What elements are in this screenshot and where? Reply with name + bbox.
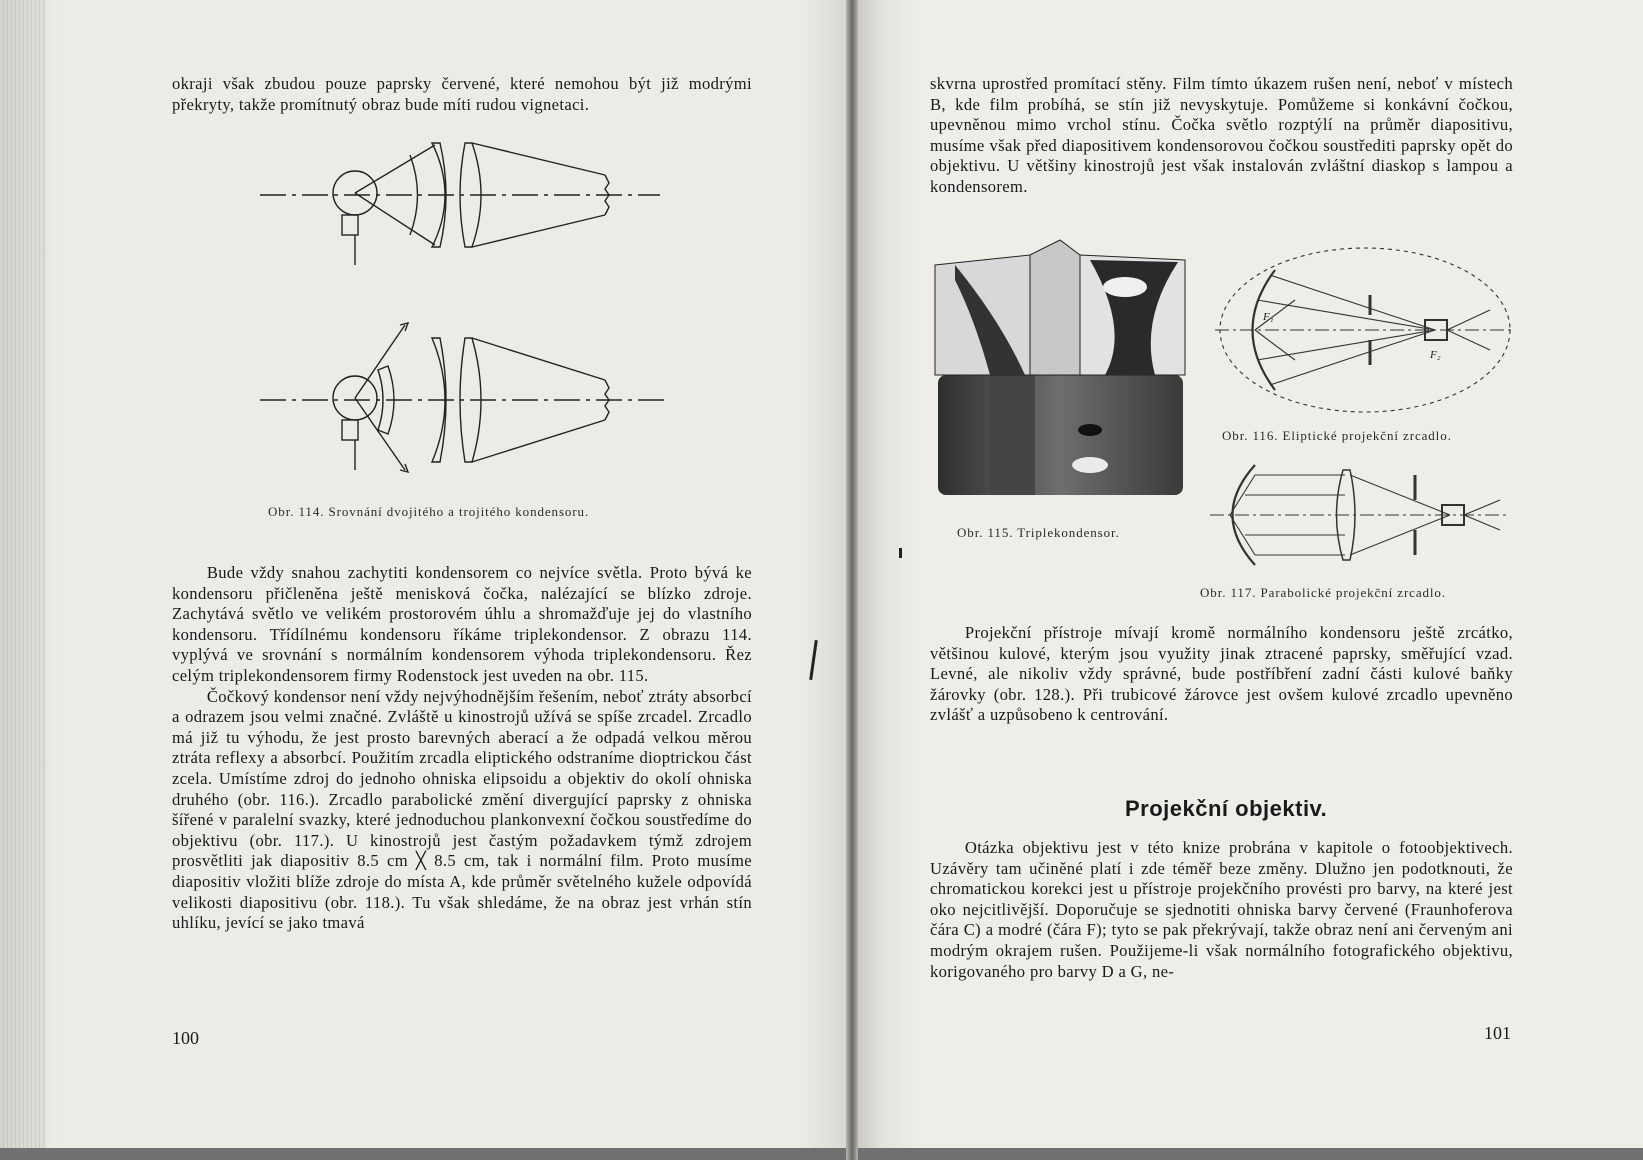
figure-117-parabolic-mirror-diagram <box>1210 460 1510 570</box>
figure-116-caption: Obr. 116. Eliptické projekční zrcadlo. <box>1222 428 1452 443</box>
figure-114-caption: Obr. 114. Srovnání dvojitého a trojitého kondensoru. <box>268 504 590 519</box>
page-edges <box>0 0 46 1148</box>
figure-115-caption: Obr. 115. Triplekondensor. <box>957 525 1120 540</box>
paragraph: Bude vždy snahou zachytiti kondensorem co nejvíce světla. Proto bývá ke kondensoru přičleněna ještě menisková čočka, nalézající se blízko zdroje. Zachytává světlo ve velikém prostorovém úhlu a shromažďuje jej do vlastního kondensoru. Třídílnému kondensoru říkáme triplekondensor. Z obrazu 114. vyplývá ve srovnání s normálním kondensorem výhoda triplekondensoru. Řez celým triplekondensorem firmy Rodenstock jest uveden na obr. 115. <box>172 563 752 685</box>
right-paragraph-middle <box>930 623 1513 726</box>
figure-114-bottom-diagram <box>260 320 680 480</box>
figure-116-elliptic-mirror-diagram <box>1215 240 1515 415</box>
paragraph: Otázka objektivu jest v této knize probrána v kapitole o fotoobjektivech. Uzávěry tam učiněné platí i zde téměř beze změny. Dlužno jen podotknouti, že chromatickou korekci jest u přístroje projekčního provésti pro barvy, na které jest oko nejcitlivější. Doporučuje se sjednotiti ohniska barvy červené (Fraunhoferova čára C) a modré (čára F); tyto se pak překrývají, takže obraz není ani červeným ani modrým okrajem rušen. Použijeme-li však normálního fotografického objektivu, korigovaného pro barvy D a G, ne- <box>930 838 1513 981</box>
paragraph: skvrna uprostřed promítací stěny. Film tímto úkazem rušen není, neboť v místech B, kde film probíhá, se stín již nevyskytuje. Pomůžeme si konkávní čočkou, upevněnou mimo vrchol stínu. Čočka světlo rozptýlí na průměr diapositivu, musíme však před diapositivem kondensorovou čočkou soustřediti paprsky opět do objektivu. U většiny kinostrojů jest však instalován zvláštní diaskop s lampou a kondensorem. <box>930 74 1513 196</box>
left-page-number: 100 <box>172 1028 199 1048</box>
right-page-number: 101 <box>1484 1023 1511 1043</box>
ink-speck <box>899 548 902 558</box>
left-paragraph-main <box>172 563 752 934</box>
section-heading: Projekční objektiv. <box>1125 796 1328 821</box>
figure-117-caption: Obr. 117. Parabolické projekční zrcadlo. <box>1200 585 1446 600</box>
figure-115-triplekondensor-photo <box>930 240 1190 500</box>
figure-114-top-diagram <box>260 135 680 275</box>
label-f2: F₂ <box>1430 349 1441 361</box>
paragraph: Čočkový kondensor není vždy nejvýhodnějším řešením, neboť ztráty absorbcí a odrazem jsou velmi značné. Zvláště u kinostrojů užívá se spíše zrcadel. Zrcadlo má již tu výhodu, že jest prosto barevných aberací a že odpadá velkou měrou ztráta reflexy a absorbcí. Použitím zrcadla eliptického odstraníme dioptrickou část zcela. Umístíme zdroj do jednoho ohniska elipsoidu a objektiv do okolí ohniska druhého (obr. 116.). Zrcadlo parabolické změní divergující paprsky z ohniska šířené v paralelní svazky, které jednoduchou plankonvexní čočkou soustředíme do objektivu (obr. 117.). U kinostrojů jest častým požadavkem týmž zdrojem prosvětliti jak diapositiv 8.5 cm ╳ 8.5 cm, tak i normální film. Proto musíme diapositiv vložiti blíže zdroje do místa A, kde průměr světelného kužele odpovídá velikosti diapositivu (obr. 118.). Tu však shledáme, že na obraz jest vrhán stín uhlíku, jevící se jako tmavá <box>172 686 752 933</box>
label-f1: F₁ <box>1263 311 1274 323</box>
paragraph: Projekční přístroje mívají kromě normálního kondensoru ještě zrcátko, většinou kulové, kterým jsou využity jinak ztracené paprsky, směřující vzad. Levné, ale nikoliv vždy správné, bude postříbření zadní části kulové baňky žárovky (obr. 128.). Při trubicové žárovce jest ovšem kulové zrcadlo upevněno zvlášť a uzpůsobeno k centrování. <box>930 623 1513 725</box>
paragraph: okraji však zbudou pouze paprsky červené, které nemohou být již modrými překryty, takže promítnutý obraz bude míti rudou vignetaci. <box>172 74 752 114</box>
left-paragraph-top <box>172 74 752 115</box>
right-paragraph-bottom <box>930 838 1513 982</box>
right-paragraph-top <box>930 74 1513 198</box>
book-gutter <box>846 0 858 1160</box>
